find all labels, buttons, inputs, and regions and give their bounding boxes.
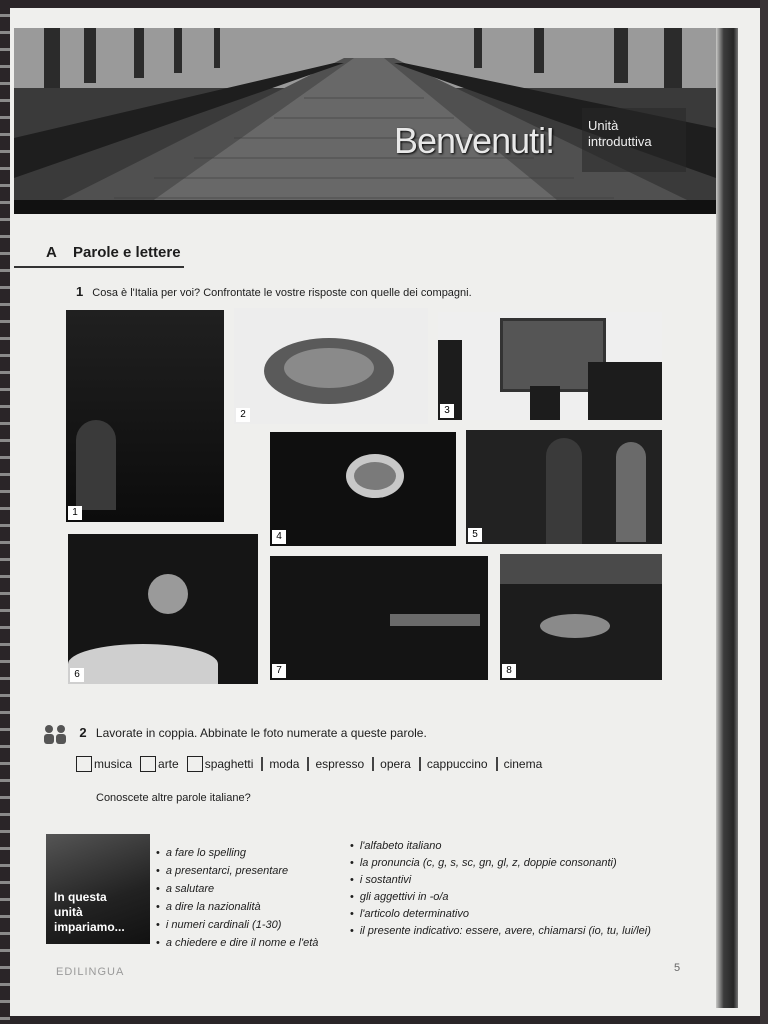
unit-label-line1: Unità [588,118,619,133]
exercise-1-number: 1 [76,284,84,299]
word-option[interactable] [76,756,132,772]
photo-2 [234,308,428,424]
objective-item: • il presente indicativo: essere, avere, chiamarsi (io, tu, lui/lei) [350,923,651,940]
objective-item: • i sostantivi [350,872,651,889]
objective-item: • l'alfabeto italiano [350,838,651,855]
learn-box-line2: unità [54,905,83,919]
objectives-list-right [350,838,651,940]
photo-3 [438,312,662,420]
word-label: moda [269,757,300,771]
objective-item: • a dire la nazionalità [156,898,318,916]
photo-1 [66,310,224,522]
learn-box-line1: In questa [54,890,107,904]
exercise-1-text: Cosa è l'Italia per voi? Confrontate le vostre risposte con quelle dei compagni. [92,287,472,299]
book-page [10,8,760,1016]
objective-item: • gli aggettivi in -o/a [350,889,651,906]
word-label: musica [94,757,133,771]
exercise-2 [42,724,427,744]
objective-item: • a presentarci, presentare [156,862,318,880]
learn-box [46,834,150,944]
word-option[interactable] [496,756,543,772]
photo-5-number: 5 [468,528,482,542]
checkbox[interactable] [261,757,263,771]
checkbox[interactable] [76,756,92,772]
spiral-binding [0,0,10,1024]
objective-item: • i numeri cardinali (1-30) [156,916,318,934]
photo-5 [466,430,662,544]
word-label: espresso [315,757,365,771]
photo-1-number: 1 [68,506,82,520]
follow-up-question: Conoscete altre parole italiane? [96,792,251,804]
checkbox[interactable] [419,757,421,771]
objective-item: • l'articolo determinativo [350,906,651,923]
checkbox[interactable] [496,757,498,771]
photo-4 [270,432,456,546]
word-label: opera [380,757,411,771]
photo-4-number: 4 [272,530,286,544]
objectives-list-left [156,844,318,952]
checkbox[interactable] [372,757,374,771]
word-label: cappuccino [426,757,488,771]
photo-8-number: 8 [502,664,516,678]
section-heading [46,244,193,261]
objective-item: • a fare lo spelling [156,844,318,862]
checkbox[interactable] [307,757,309,771]
page-gutter-shadow [716,28,738,1008]
section-divider [14,266,184,268]
checkbox[interactable] [187,756,203,772]
checkbox[interactable] [140,756,156,772]
photo-6-number: 6 [70,668,84,682]
photo-3-number: 3 [440,404,454,418]
objective-item: • a salutare [156,880,318,898]
word-option[interactable] [419,756,488,772]
word-checklist [76,756,542,772]
banner-title: Benvenuti! [394,120,555,161]
word-option[interactable] [140,756,179,772]
photo-8 [500,554,662,680]
photo-7-number: 7 [272,664,286,678]
section-letter: A [46,244,57,261]
right-edge [760,0,768,1024]
exercise-2-number: 2 [79,725,87,741]
photo-6 [68,534,258,684]
word-option[interactable] [372,756,411,772]
learn-box-line3: impariamo... [54,920,125,934]
unit-label-line2: introduttiva [588,134,652,149]
exercise-1 [76,284,472,299]
photo-2-number: 2 [236,408,250,422]
photo-7 [270,556,488,680]
objective-item: • a chiedere e dire il nome e l'età [156,934,318,952]
pair-work-icon [42,724,68,744]
word-label: cinema [503,757,543,771]
word-option[interactable] [187,756,254,772]
unit-label [582,108,686,172]
objective-item: • la pronuncia (c, g, s, sc, gn, gl, z, doppie consonanti) [350,855,651,872]
banner-image [14,28,716,214]
page-number: 5 [674,962,681,974]
word-label: arte [158,757,179,771]
exercise-2-text: Lavorate in coppia. Abbinate le foto numerate a queste parole. [95,726,427,741]
word-option[interactable] [307,756,364,772]
word-label: spaghetti [204,757,254,771]
word-option[interactable] [261,756,299,772]
publisher-name: EDILINGUA [56,966,125,978]
section-title: Parole e lettere [73,244,181,261]
